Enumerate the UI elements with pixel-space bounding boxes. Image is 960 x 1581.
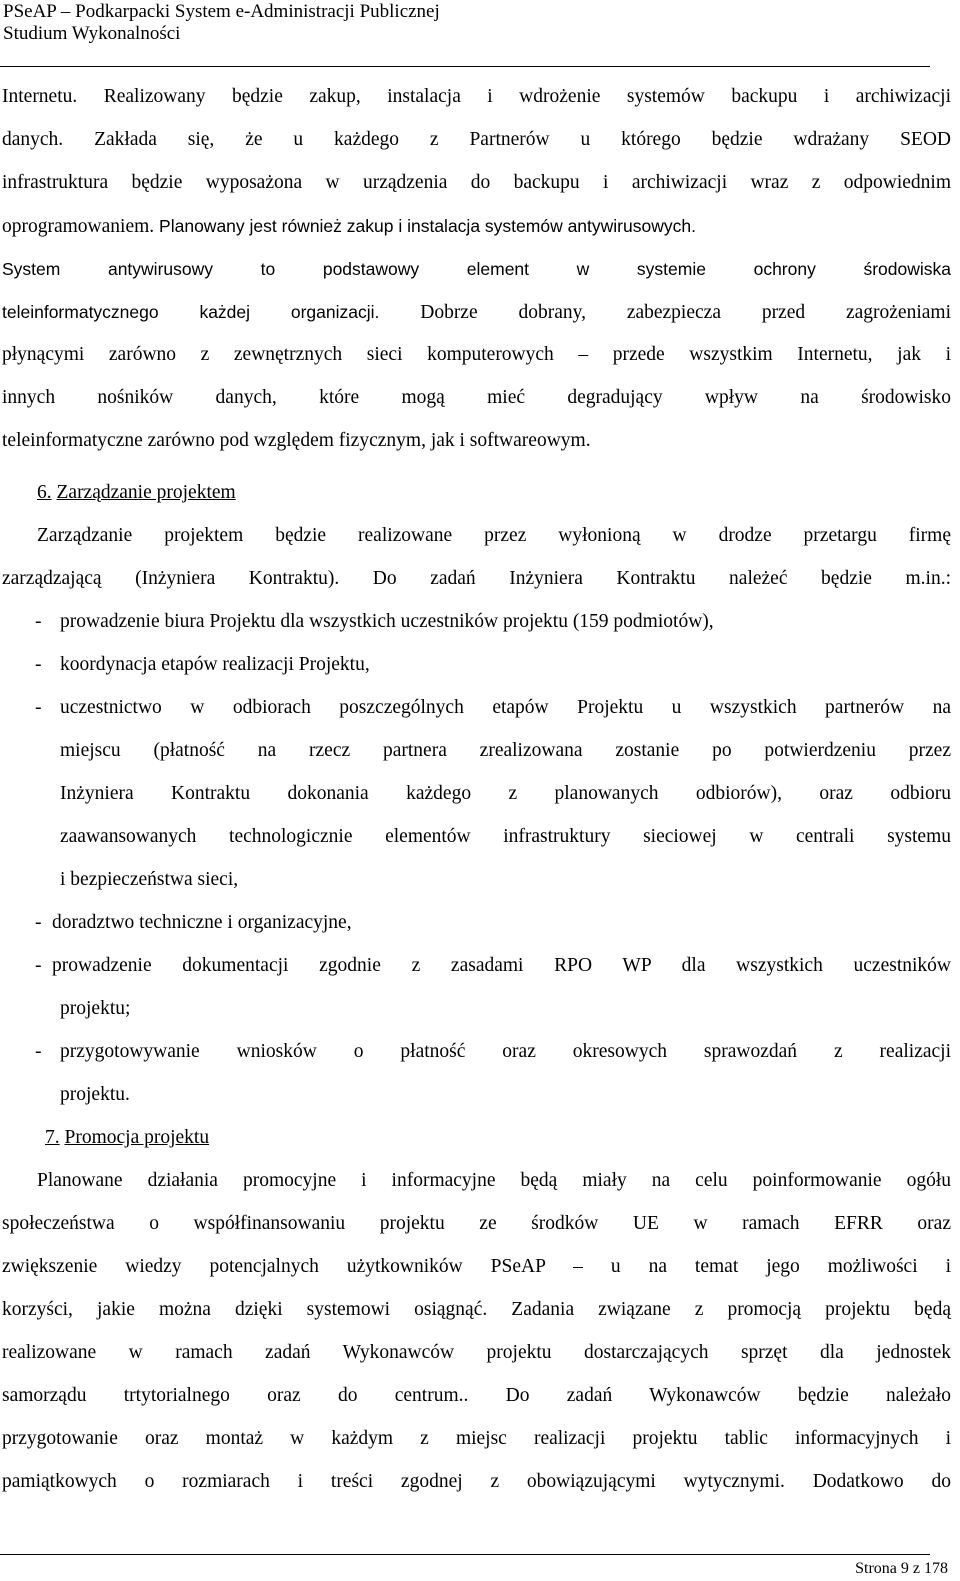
section-title: Zarządzanie projektem bbox=[56, 482, 236, 503]
footer-rule bbox=[0, 1554, 930, 1555]
text-run: Dobrze dobrany, zabezpiecza przed zagrożeniami bbox=[420, 302, 951, 323]
list-item: prowadzenie dokumentacji zgodnie z zasadami RPO WP dla wszystkich uczestników bbox=[52, 955, 951, 976]
paragraph-line: płynącymi zarówno z zewnętrznych sieci komputerowych – przede wszystkim Internetu, jak i bbox=[2, 344, 951, 365]
section-number: 7. bbox=[45, 1127, 60, 1148]
list-item-continuation: i bezpieczeństwa sieci, bbox=[60, 869, 239, 890]
header-title: PSeAP – Podkarpacki System e-Administracji Publicznej bbox=[3, 1, 440, 22]
section-heading-7 bbox=[45, 1126, 209, 1150]
paragraph-line bbox=[2, 214, 951, 239]
paragraph-line: zarządzającą (Inżyniera Kontraktu). Do zadań Inżyniera Kontraktu należeć będzie m.in.: bbox=[2, 568, 951, 589]
list-item: uczestnictwo w odbiorach poszczególnych etapów Projektu u wszystkich partnerów na bbox=[60, 697, 951, 718]
paragraph-line: System antywirusowy to podstawowy element w systemie ochrony środowiska bbox=[2, 259, 951, 279]
paragraph-line bbox=[2, 300, 951, 325]
page-number: Strona 9 z 178 bbox=[855, 1560, 948, 1577]
list-item-continuation: miejscu (płatność na rzecz partnera zrealizowana zostanie po potwierdzeniu przez bbox=[60, 740, 951, 761]
text-run: oprogramowaniem. bbox=[2, 216, 155, 237]
paragraph-line: realizowane w ramach zadań Wykonawców projektu dostarczających sprzęt dla jednostek bbox=[2, 1342, 951, 1363]
text-run: teleinformatycznego każdej organizacji. bbox=[2, 302, 380, 322]
list-item: prowadzenie biura Projektu dla wszystkich uczestników projektu (159 podmiotów), bbox=[60, 611, 714, 632]
paragraph-line: Zarządzanie projektem będzie realizowane przez wyłonioną w drodze przetargu firmę bbox=[37, 525, 951, 546]
list-bullet: - bbox=[35, 912, 42, 933]
list-item-continuation: projektu; bbox=[60, 998, 131, 1019]
list-item: doradztwo techniczne i organizacyjne, bbox=[52, 912, 352, 933]
section-number: 6. bbox=[37, 482, 52, 503]
paragraph-line: teleinformatyczne zarówno pod względem fizycznym, jak i softwareowym. bbox=[2, 430, 591, 451]
list-item-continuation: Inżyniera Kontraktu dokonania każdego z planowanych odbiorów), oraz odbioru bbox=[60, 783, 951, 804]
text-run: Planowany jest również zakup i instalacja systemów antywirusowych. bbox=[159, 216, 696, 236]
list-bullet: - bbox=[35, 697, 42, 718]
list-bullet: - bbox=[35, 611, 42, 632]
paragraph-line: zwiększenie wiedzy potencjalnych użytkowników PSeAP – u na temat jego możliwości i bbox=[2, 1256, 951, 1277]
paragraph-line: korzyści, jakie można dzięki systemowi osiągnąć. Zadania związane z promocją projektu będą bbox=[2, 1299, 951, 1320]
paragraph-line: przygotowanie oraz montaż w każdym z miejsc realizacji projektu tablic informacyjnych i bbox=[2, 1428, 951, 1449]
list-item: koordynacja etapów realizacji Projektu, bbox=[60, 654, 370, 675]
list-item-continuation: projektu. bbox=[60, 1084, 130, 1105]
paragraph-line: Planowane działania promocyjne i informacyjne będą miały na celu poinformowanie ogółu bbox=[37, 1170, 951, 1191]
section-heading-6 bbox=[37, 481, 236, 505]
header-subtitle: Studium Wykonalności bbox=[3, 23, 181, 44]
list-item-continuation: zaawansowanych technologicznie elementów infrastruktury sieciowej w centrali systemu bbox=[60, 826, 951, 847]
paragraph-line: innych nośników danych, które mogą mieć degradujący wpływ na środowisko bbox=[2, 387, 951, 408]
list-bullet: - bbox=[35, 654, 42, 675]
section-title: Promocja projektu bbox=[64, 1127, 210, 1148]
paragraph-line: pamiątkowych o rozmiarach i treści zgodnej z obowiązującymi wytycznymi. Dodatkowo do bbox=[2, 1471, 951, 1492]
paragraph-line: społeczeństwa o współfinansowaniu projektu ze środków UE w ramach EFRR oraz bbox=[2, 1213, 951, 1234]
header-rule bbox=[0, 66, 930, 67]
paragraph-line: Internetu. Realizowany będzie zakup, instalacja i wdrożenie systemów backupu i archiwizacji bbox=[2, 86, 951, 107]
list-item: przygotowywanie wniosków o płatność oraz okresowych sprawozdań z realizacji bbox=[60, 1041, 951, 1062]
paragraph-line: samorządu trtytorialnego oraz do centrum.. Do zadań Wykonawców będzie należało bbox=[2, 1385, 951, 1406]
list-bullet: - bbox=[35, 955, 42, 976]
list-bullet: - bbox=[35, 1041, 42, 1062]
paragraph-line: danych. Zakłada się, że u każdego z Partnerów u którego będzie wdrażany SEOD bbox=[2, 129, 951, 150]
paragraph-line: infrastruktura będzie wyposażona w urządzenia do backupu i archiwizacji wraz z odpowiednim bbox=[2, 172, 951, 193]
